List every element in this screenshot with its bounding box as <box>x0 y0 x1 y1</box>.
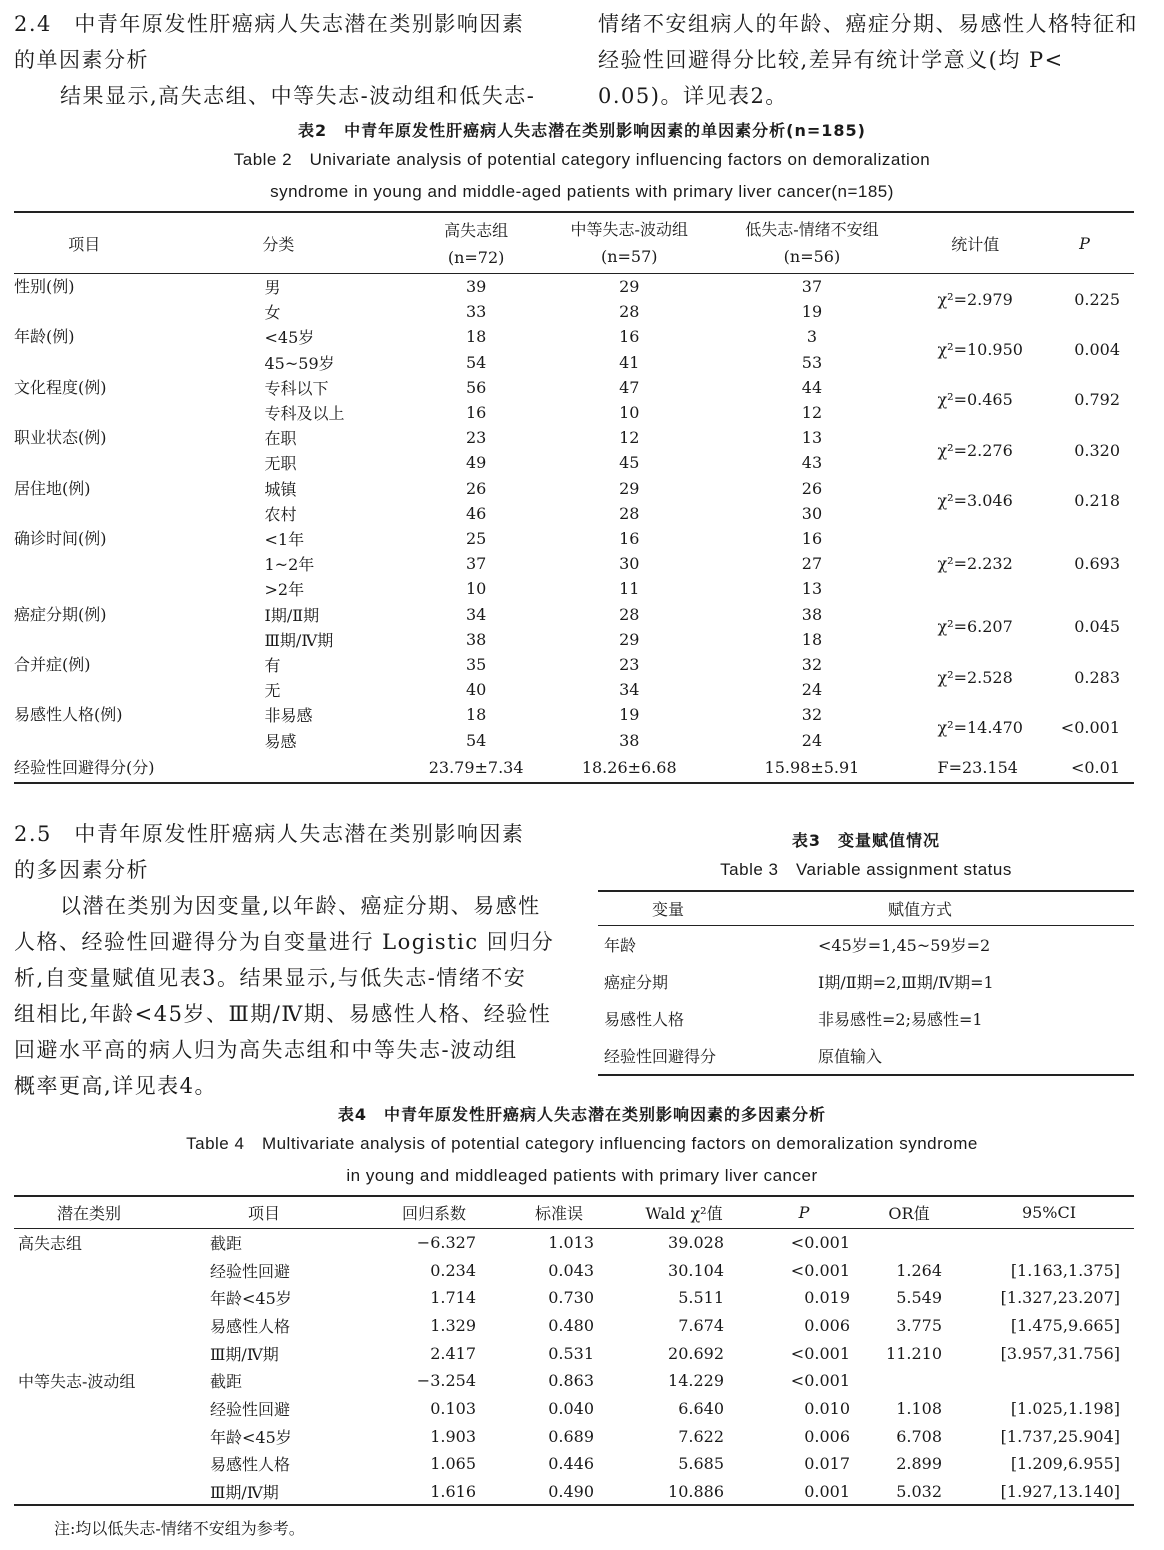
t2-g1: 26 <box>465 478 487 498</box>
t2-g2: 11 <box>619 579 640 599</box>
t2-p: 0.218 <box>1074 491 1120 511</box>
t4-h-ci: 95%CI <box>1021 1203 1077 1222</box>
t2-g2: 28 <box>619 604 640 624</box>
t4-item: 经验性回避 <box>210 1261 291 1281</box>
t2-item: 文化程度(例) <box>14 377 107 397</box>
sec24-right-line3: 0.05)。详见表2。 <box>598 84 788 108</box>
t4-item: 易感性人格 <box>210 1455 291 1475</box>
table3-caption-cn: 表3 变量赋值情况 <box>791 831 941 850</box>
t4-h-item: 项目 <box>247 1204 280 1223</box>
t2-h-g2-label: 中等失志-波动组 <box>570 220 688 239</box>
t4-wald: 6.640 <box>678 1398 724 1418</box>
t4-h-se: 标准误 <box>534 1204 583 1223</box>
t4-item: 年龄<45岁 <box>210 1289 292 1309</box>
t2-g3: 26 <box>801 478 823 498</box>
t4-item: Ⅲ期/Ⅳ期 <box>210 1344 279 1364</box>
t2-stat: χ²=10.950 <box>937 340 1023 360</box>
t2-category: 无 <box>264 681 281 701</box>
t4-or: 5.549 <box>896 1288 942 1308</box>
t4-wald: 20.692 <box>668 1343 724 1363</box>
t2-p: <0.01 <box>1070 757 1120 777</box>
t2-g1: 40 <box>465 680 487 700</box>
t4-h-cls: 潜在类别 <box>56 1204 121 1223</box>
t4-ci: [1.025,1.198] <box>1010 1398 1120 1418</box>
table2-caption-cn: 表2 中青年原发性肝癌病人失志潜在类别影响因素的单因素分析(n=185) <box>298 121 866 140</box>
t2-g2: 34 <box>619 680 640 700</box>
t4-p: 0.001 <box>804 1481 850 1501</box>
t2-g3: 13 <box>801 579 823 599</box>
t2-g3: 24 <box>801 680 823 700</box>
t4-cls <box>14 1339 164 1367</box>
t2-p: 0.320 <box>1074 440 1120 460</box>
t4-coef: 1.616 <box>430 1481 476 1501</box>
t3-assign: <45岁=1,45~59岁=2 <box>818 936 991 955</box>
t4-or: 6.708 <box>896 1426 942 1446</box>
t4-h-or: OR值 <box>888 1204 930 1223</box>
t2-g1: 25 <box>465 529 487 549</box>
t2-category: 农村 <box>264 504 297 524</box>
t4-se: 0.043 <box>548 1260 594 1280</box>
t2-g2: 28 <box>619 503 640 523</box>
t2-h-p: P <box>1079 233 1090 253</box>
t4-p: 0.006 <box>804 1426 850 1446</box>
t2-g2: 16 <box>619 529 640 549</box>
t4-ci: [1.163,1.375] <box>1010 1260 1120 1280</box>
table4-caption-en-line2: in young and middleaged patients with primary liver cancer <box>346 1166 818 1185</box>
t2-stat: χ²=2.528 <box>937 667 1013 687</box>
t4-se: 0.531 <box>548 1343 594 1363</box>
t2-category: Ⅲ期/Ⅳ期 <box>264 630 334 650</box>
sec24-title-line2: 的单因素分析 <box>14 48 149 72</box>
t4-item: 截距 <box>210 1372 243 1392</box>
t4-wald: 39.028 <box>668 1233 724 1253</box>
sec25-line: 组相比,年龄<45岁、Ⅲ期/Ⅳ期、易感性人格、经验性 <box>14 1002 552 1026</box>
table4-row <box>14 1422 1134 1450</box>
t4-h-wald: Wald χ²值 <box>645 1204 723 1223</box>
table3-caption-en: Table 3 Variable assignment status <box>720 860 1012 879</box>
t4-ci: [1.327,23.207] <box>1000 1288 1120 1308</box>
t3-var: 易感性人格 <box>604 1010 685 1029</box>
t2-g2: 30 <box>619 554 640 574</box>
t4-coef: 1.065 <box>430 1454 476 1474</box>
t2-g1: 34 <box>465 604 487 624</box>
t4-coef: 1.714 <box>430 1288 476 1308</box>
t2-g2: 29 <box>619 478 640 498</box>
table2-row <box>14 324 1134 349</box>
t4-h-p: P <box>798 1203 810 1222</box>
t2-g2: 41 <box>619 352 640 372</box>
t4-p: <0.001 <box>790 1233 850 1253</box>
t2-g2: 45 <box>619 453 640 473</box>
t2-category: 易感 <box>264 731 297 751</box>
t3-var: 经验性回避得分 <box>604 1047 717 1066</box>
sec24-para-line1: 结果显示,高失志组、中等失志-波动组和低失志- <box>60 84 536 108</box>
table2-row <box>14 702 1134 727</box>
t4-ci: [3.957,31.756] <box>1000 1343 1120 1363</box>
t2-stat: χ²=2.979 <box>937 289 1013 309</box>
t2-g2: 28 <box>619 302 640 322</box>
table3-row <box>598 1000 1134 1037</box>
t2-h-g3-n: (n=56) <box>783 247 841 266</box>
t3-var: 癌症分期 <box>604 973 669 992</box>
t2-category: 非易感 <box>264 706 313 726</box>
t4-or: 1.264 <box>896 1260 942 1280</box>
t2-g2: 38 <box>619 730 640 750</box>
table2-row <box>14 274 1134 300</box>
t4-wald: 14.229 <box>668 1371 724 1391</box>
t2-h-g2 <box>550 212 708 274</box>
t2-h-g3 <box>708 212 915 274</box>
t4-cls: 中等失志-波动组 <box>18 1372 136 1392</box>
t4-cls <box>14 1395 164 1423</box>
t4-wald: 10.886 <box>668 1481 724 1501</box>
t2-item <box>14 350 155 375</box>
t2-stat: χ²=3.046 <box>937 491 1013 511</box>
t4-p: 0.010 <box>804 1398 850 1418</box>
t2-g3: 19 <box>801 302 823 322</box>
table4-caption-cn: 表4 中青年原发性肝癌病人失志潜在类别影响因素的多因素分析 <box>337 1105 827 1124</box>
sec24-right-text <box>598 6 1148 114</box>
t2-g2: 47 <box>619 377 640 397</box>
t2-g2: 19 <box>619 705 640 725</box>
t4-ci <box>964 1229 1134 1257</box>
table4-caption-en <box>0 1128 1164 1192</box>
t3-assign: 原值输入 <box>818 1047 883 1066</box>
t2-stat: χ²=6.207 <box>937 617 1013 637</box>
t2-g1: 16 <box>465 403 487 423</box>
t4-or: 5.032 <box>896 1481 942 1501</box>
t2-item: 经验性回避得分(分) <box>14 757 155 777</box>
table2-caption-en-line1: Table 2 Univariate analysis of potential category influencing factors on demoralization <box>233 150 931 169</box>
sec25-line: 以潜在类别为因变量,以年龄、癌症分期、易感性 <box>60 894 541 918</box>
t4-coef: −3.254 <box>416 1371 476 1391</box>
t4-p: <0.001 <box>790 1343 850 1363</box>
t4-wald: 5.685 <box>678 1454 724 1474</box>
table4-row <box>14 1395 1134 1423</box>
sec25-line: 析,自变量赋值见表3。结果显示,与低失志-情绪不安 <box>14 966 527 990</box>
t2-h-g1-label: 高失志组 <box>444 221 509 240</box>
t4-coef: 0.234 <box>430 1260 476 1280</box>
t4-p: <0.001 <box>790 1371 850 1391</box>
t4-coef: 0.103 <box>430 1398 476 1418</box>
t2-g3: 30 <box>801 503 823 523</box>
t4-se: 0.446 <box>548 1454 594 1474</box>
t2-item <box>14 299 155 324</box>
t2-h-stat: 统计值 <box>951 234 1000 254</box>
t2-item <box>14 728 155 753</box>
t2-category: 男 <box>264 278 281 298</box>
t4-or: 1.108 <box>896 1398 942 1418</box>
table2-row <box>14 602 1134 627</box>
table4-row <box>14 1256 1134 1284</box>
table4-note: 注:均以低失志-情绪不安组为参考。 <box>54 1519 305 1538</box>
t4-cls: 高失志组 <box>18 1234 83 1254</box>
t2-item: 确诊时间(例) <box>14 528 107 548</box>
t2-g3: 53 <box>801 352 823 372</box>
t2-g3: 13 <box>801 428 823 448</box>
t2-p: 0.225 <box>1074 289 1120 309</box>
t2-g1: 35 <box>465 655 487 675</box>
t4-item: Ⅲ期/Ⅳ期 <box>210 1482 279 1502</box>
t2-g3: 15.98±5.91 <box>764 757 860 777</box>
t4-h-coef: 回归系数 <box>401 1204 466 1223</box>
t2-g1: 23 <box>465 428 487 448</box>
t2-stat: χ²=14.470 <box>937 718 1023 737</box>
t2-item: 性别(例) <box>14 277 75 296</box>
table2-row <box>14 375 1134 400</box>
table3 <box>598 890 1134 1076</box>
t2-g1: 39 <box>465 277 487 297</box>
t4-ci: [1.209,6.955] <box>1010 1454 1120 1474</box>
t4-coef: 1.329 <box>430 1315 476 1335</box>
t2-stat: χ²=2.232 <box>937 554 1013 574</box>
t2-g3: 44 <box>801 377 823 397</box>
table4-row <box>14 1284 1134 1312</box>
table2 <box>14 211 1134 784</box>
t4-item: 截距 <box>210 1234 243 1254</box>
t2-h-g1-n: (n=72) <box>447 248 505 267</box>
t4-cls <box>14 1256 164 1284</box>
t3-h-assign: 赋值方式 <box>888 900 953 919</box>
t2-g1: 18 <box>465 705 487 725</box>
t3-h-var: 变量 <box>651 900 684 919</box>
t4-cls <box>14 1284 164 1312</box>
t2-stat: F=23.154 <box>937 757 1018 777</box>
sec25-title-line1: 2.5 中青年原发性肝癌病人失志潜在类别影响因素 <box>14 822 525 846</box>
t2-g2: 16 <box>619 327 640 347</box>
t2-p: 0.693 <box>1074 554 1120 574</box>
t2-p: 0.045 <box>1074 617 1120 637</box>
t4-cls <box>14 1450 164 1478</box>
t2-g2: 18.26±6.68 <box>581 757 677 777</box>
table3-header-row <box>598 891 1134 926</box>
t2-category: 在职 <box>264 429 297 449</box>
t4-item: 年龄<45岁 <box>210 1427 292 1447</box>
t2-g1: 23.79±7.34 <box>428 757 524 777</box>
t2-g1: 37 <box>465 554 487 574</box>
table3-row <box>598 963 1134 1000</box>
sec25-paragraph <box>14 888 574 1104</box>
t4-item: 易感性人格 <box>210 1316 291 1336</box>
table4-row <box>14 1312 1134 1340</box>
table4-row <box>14 1367 1134 1395</box>
table4-row <box>14 1339 1134 1367</box>
t2-stat: χ²=2.276 <box>937 440 1013 460</box>
t2-g3: 12 <box>801 403 823 423</box>
t3-assign: 非易感性=2;易感性=1 <box>818 1010 983 1029</box>
t2-item <box>14 501 155 526</box>
t4-coef: 2.417 <box>430 1343 476 1363</box>
t2-h-g3-label: 低失志-情绪不安组 <box>745 220 879 239</box>
t2-category: 无职 <box>264 454 297 474</box>
t2-item <box>14 677 155 702</box>
sec25-title <box>14 816 574 888</box>
t2-category: 专科及以上 <box>264 404 345 424</box>
t2-g2: 10 <box>619 403 640 423</box>
t2-item: 癌症分期(例) <box>14 604 107 624</box>
t3-var: 年龄 <box>604 936 637 955</box>
t4-coef: −6.327 <box>416 1233 476 1253</box>
t2-g1: 33 <box>465 302 487 322</box>
table4-row <box>14 1478 1134 1506</box>
t2-g1: 46 <box>465 503 487 523</box>
table2-row <box>14 425 1134 450</box>
t4-or: 3.775 <box>896 1315 942 1335</box>
table4 <box>14 1195 1134 1506</box>
t2-item: 职业状态(例) <box>14 428 107 448</box>
t2-p: 0.283 <box>1074 667 1120 687</box>
t2-item <box>14 627 155 652</box>
t2-g3: 32 <box>801 705 823 725</box>
t2-g3: 38 <box>801 604 823 624</box>
t3-assign: Ⅰ期/Ⅱ期=2,Ⅲ期/Ⅳ期=1 <box>818 973 994 992</box>
t4-or: 11.210 <box>886 1343 942 1363</box>
t2-item <box>14 400 155 425</box>
t4-p: <0.001 <box>790 1260 850 1280</box>
t2-g1: 38 <box>465 629 487 649</box>
t4-or <box>854 1367 964 1395</box>
t4-ci: [1.737,25.904] <box>1000 1426 1120 1446</box>
t2-p: 0.792 <box>1074 390 1120 410</box>
t2-stat: χ²=0.465 <box>937 390 1013 410</box>
sec25-line: 回避水平高的病人归为高失志组和中等失志-波动组 <box>14 1038 518 1062</box>
t2-g2: 29 <box>619 629 640 649</box>
table4-row <box>14 1450 1134 1478</box>
t4-wald: 5.511 <box>678 1288 724 1308</box>
table4-row <box>14 1229 1134 1257</box>
t2-g3: 32 <box>801 655 823 675</box>
t4-wald: 7.674 <box>678 1315 724 1335</box>
sec24-right-line1: 情绪不安组病人的年龄、癌症分期、易感性人格特征和 <box>598 12 1138 36</box>
t2-g1: 54 <box>465 730 487 750</box>
t4-se: 0.730 <box>548 1288 594 1308</box>
t4-se: 0.040 <box>548 1398 594 1418</box>
t2-p: 0.004 <box>1074 340 1120 360</box>
table3-row <box>598 1037 1134 1075</box>
sec24-title-line1: 2.4 中青年原发性肝癌病人失志潜在类别影响因素 <box>14 12 525 36</box>
t4-p: 0.006 <box>804 1315 850 1335</box>
t2-category: 女 <box>264 303 281 323</box>
t4-item: 经验性回避 <box>210 1399 291 1419</box>
t4-p: 0.019 <box>804 1288 850 1308</box>
t2-g2: 23 <box>619 655 640 675</box>
t2-item: 易感性人格(例) <box>14 705 123 725</box>
t2-g3: 43 <box>801 453 823 473</box>
table2-caption-en <box>0 144 1164 208</box>
t2-category: 1~2年 <box>264 555 315 575</box>
t4-cls <box>14 1422 164 1450</box>
table2-row <box>14 652 1134 677</box>
t2-g1: 56 <box>465 377 487 397</box>
t2-g1: 18 <box>465 327 487 347</box>
t4-wald: 30.104 <box>668 1260 724 1280</box>
table3-row <box>598 926 1134 964</box>
t4-se: 0.480 <box>548 1315 594 1335</box>
t2-g3: 37 <box>801 277 823 297</box>
t4-se: 0.490 <box>548 1481 594 1501</box>
sec24-right-line2: 经验性回避得分比较,差异有统计学意义(均 P< <box>598 48 1064 72</box>
t2-g1: 54 <box>465 352 487 372</box>
t2-category: 有 <box>264 656 281 676</box>
t4-ci: [1.475,9.665] <box>1010 1315 1120 1335</box>
t2-item: 年龄(例) <box>14 327 75 347</box>
t2-item <box>14 450 155 475</box>
t2-g3: 24 <box>801 730 823 750</box>
t2-category: 45~59岁 <box>264 353 335 373</box>
t2-category: 城镇 <box>264 479 297 499</box>
table2-header-row <box>14 212 1134 274</box>
t4-se: 0.689 <box>548 1426 594 1446</box>
sec25-title-line2: 的多因素分析 <box>14 858 149 882</box>
t4-p: 0.017 <box>804 1454 850 1474</box>
sec25-line: 人格、经验性回避得分为自变量进行 Logistic 回归分 <box>14 930 555 954</box>
t2-category: <45岁 <box>264 328 315 348</box>
table2-row <box>14 753 1134 783</box>
t2-item <box>14 551 155 576</box>
t2-h-category: 分类 <box>262 234 295 254</box>
t4-wald: 7.622 <box>678 1426 724 1446</box>
t2-category: >2年 <box>264 580 305 600</box>
t2-category: <1年 <box>264 530 305 550</box>
t2-g1: 10 <box>465 579 487 599</box>
t4-ci: [1.927,13.140] <box>1000 1481 1120 1501</box>
t4-cls <box>14 1478 164 1506</box>
t2-category: 专科以下 <box>264 378 329 398</box>
table2-caption-en-line2: syndrome in young and middle-aged patients with primary liver cancer(n=185) <box>270 182 894 201</box>
sec25-line: 概率更高,详见表4。 <box>14 1074 218 1098</box>
t2-item: 合并症(例) <box>14 654 91 674</box>
t4-or: 2.899 <box>896 1454 942 1474</box>
t2-g3: 16 <box>801 529 823 549</box>
t2-g2: 29 <box>619 277 640 297</box>
table2-row <box>14 526 1134 551</box>
t2-h-g1 <box>402 212 550 274</box>
t2-g1: 49 <box>465 453 487 473</box>
t2-category: Ⅰ期/Ⅱ期 <box>264 605 320 625</box>
t2-h-g2-n: (n=57) <box>600 247 658 266</box>
sec24-title <box>14 6 574 114</box>
t2-g3: 3 <box>806 327 818 347</box>
t2-item <box>14 576 155 601</box>
t4-cls <box>14 1312 164 1340</box>
t2-category <box>155 753 403 783</box>
t2-h-item: 项目 <box>68 234 101 254</box>
table2-row <box>14 476 1134 501</box>
t2-g2: 12 <box>619 428 640 448</box>
t2-g3: 27 <box>801 554 823 574</box>
t4-or <box>854 1229 964 1257</box>
t2-p: <0.001 <box>1060 718 1120 737</box>
table4-caption-en-line1: Table 4 Multivariate analysis of potential category influencing factors on demoralization syndrome <box>186 1134 978 1153</box>
t4-se: 1.013 <box>548 1233 594 1253</box>
t2-item: 居住地(例) <box>14 478 91 498</box>
t4-coef: 1.903 <box>430 1426 476 1446</box>
t4-se: 0.863 <box>548 1371 594 1391</box>
table4-header-row <box>14 1196 1134 1229</box>
t2-g3: 18 <box>801 629 823 649</box>
t4-ci <box>964 1367 1134 1395</box>
